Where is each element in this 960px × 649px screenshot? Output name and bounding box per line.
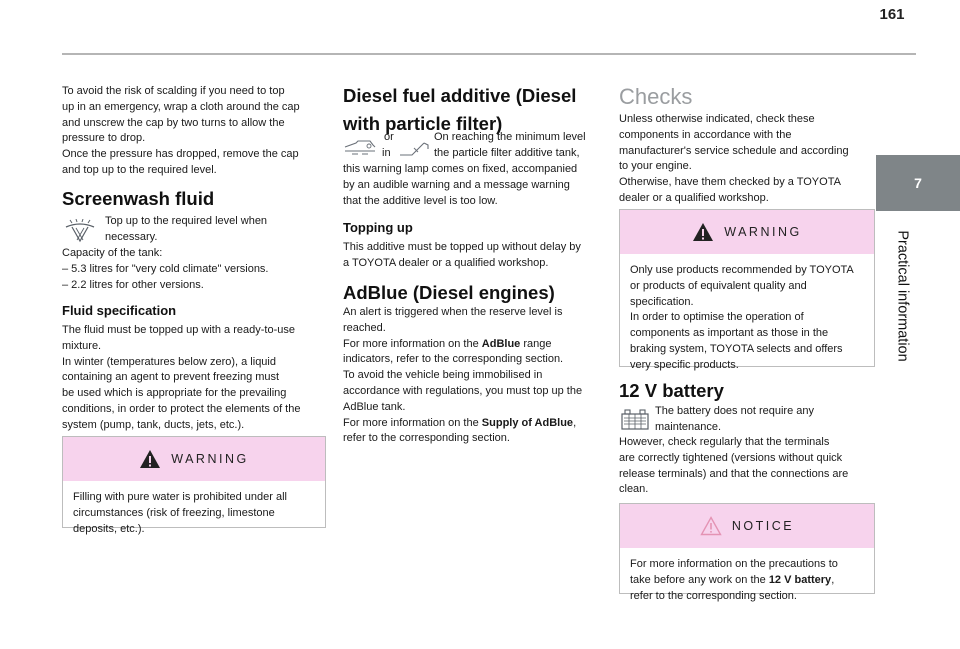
text-line: braking system, TOYOTA selects and offers xyxy=(630,342,843,355)
text-line: pressure to drop. xyxy=(62,132,146,145)
screenwash-intro xyxy=(105,214,325,246)
header-divider xyxy=(62,53,916,55)
washer-fluid-icon xyxy=(63,219,97,243)
battery-bold: 12 V battery xyxy=(768,573,832,586)
text-line: release terminals) and that the connections are xyxy=(619,467,849,480)
fluid-spec-heading: Fluid specification xyxy=(62,303,177,318)
text-line: system (pump, tank, ducts, jets, etc.). xyxy=(62,418,245,431)
checks-heading: Checks xyxy=(619,84,693,109)
notice-text xyxy=(620,548,874,612)
notice-triangle-icon xyxy=(700,516,722,536)
supply-adblue-bold: Supply of AdBlue xyxy=(481,416,574,429)
topping-up-heading: Topping up xyxy=(343,220,413,235)
text-line: In order to optimise the operation of xyxy=(630,311,804,324)
text-span: , xyxy=(831,573,835,586)
checks-paragraph xyxy=(619,112,881,207)
text-line: and top up to the required level. xyxy=(62,163,217,176)
text-line: and unscrew the cap by two turns to allow the xyxy=(62,116,285,129)
text-line: Filling with pure water is prohibited under all xyxy=(73,491,287,503)
text-line: Capacity of the tank: xyxy=(62,247,163,259)
screenwash-heading: Screenwash fluid xyxy=(62,188,215,209)
warning-header xyxy=(620,210,874,254)
fluid-spec-paragraph xyxy=(62,323,326,434)
text-line: clean. xyxy=(619,483,649,496)
text-line: that the additive level is too low. xyxy=(343,194,498,207)
chapter-title-text: Practical information xyxy=(895,230,912,362)
battery-icon xyxy=(620,407,650,431)
in-text: in xyxy=(382,147,391,159)
text-line: – 2.2 litres for other versions. xyxy=(62,278,204,291)
text-span: , xyxy=(573,416,577,429)
chapter-number: 7 xyxy=(914,175,922,191)
text-line: maintenance. xyxy=(655,420,722,433)
adblue-heading: AdBlue (Diesel engines) xyxy=(343,282,555,303)
warning-box xyxy=(619,209,875,371)
text-line: mixture. xyxy=(62,339,102,352)
page-number: 161 xyxy=(879,6,905,23)
text-line: This additive must be topped up without delay by xyxy=(343,241,581,253)
text-line: or products of equivalent quality and xyxy=(630,279,807,292)
text-line: accordance with regulations, you must top up the xyxy=(343,384,583,397)
text-line: to your engine. xyxy=(619,160,692,173)
intro-paragraph xyxy=(62,84,324,179)
text-span: range xyxy=(520,337,552,350)
text-line: the particle filter additive tank, xyxy=(434,146,580,159)
text-line: are correctly tightened (versions without quick xyxy=(619,451,843,464)
text-line: components as important as those in the xyxy=(630,327,829,340)
adblue-paragraph xyxy=(343,305,607,447)
text-line: The fluid must be topped up with a ready-to-use xyxy=(62,324,295,336)
text-line: containing an agent to prevent freezing must xyxy=(62,371,280,384)
warning-text xyxy=(63,481,325,545)
text-span: For more information on the xyxy=(343,337,482,350)
diesel-side-text xyxy=(434,130,606,162)
text-line: AdBlue tank. xyxy=(343,400,406,413)
tank-capacity xyxy=(62,246,324,293)
fuel-additive-warning-lamp-icon xyxy=(344,137,376,157)
text-line: circumstances (risk of freezing, limestone xyxy=(73,506,275,519)
diesel-additive-paragraph xyxy=(343,162,605,209)
text-line: In winter (temperatures below zero), a liquid xyxy=(62,355,276,368)
text-line: Unless otherwise indicated, check these xyxy=(619,113,815,125)
text-line: reached. xyxy=(343,321,386,334)
diesel-additive-heading xyxy=(343,84,605,136)
warning-label: WARNING xyxy=(171,452,249,466)
text-line: refer to the corresponding section. xyxy=(630,589,797,602)
warning-text xyxy=(620,254,874,382)
text-line: However, check regularly that the terminals xyxy=(619,436,830,448)
text-line: conditions, in order to protect the elements of the xyxy=(62,402,301,415)
chapter-title xyxy=(876,216,930,376)
adblue-bold: AdBlue xyxy=(481,337,521,350)
text-line: Once the pressure has dropped, remove the cap xyxy=(62,148,299,161)
text-line: On reaching the minimum level xyxy=(434,131,586,143)
text-line: by an audible warning and a message warning xyxy=(343,178,570,191)
text-line xyxy=(630,573,864,589)
warning-box xyxy=(62,436,326,535)
text-line: specification. xyxy=(630,295,694,308)
text-line: To avoid the risk of scalding if you need to top xyxy=(62,85,285,97)
text-line: refer to the corresponding section. xyxy=(343,432,510,445)
notice-label: NOTICE xyxy=(731,519,795,533)
text-line: this warning lamp comes on fixed, accompanied xyxy=(343,163,578,175)
fuel-additive-warning-lamp-small-icon xyxy=(398,139,430,159)
warning-label: WARNING xyxy=(724,225,802,239)
notice-header xyxy=(620,504,874,548)
text-line: be used which is appropriate for the prevailing xyxy=(62,387,287,400)
text-line: indicators, refer to the corresponding section. xyxy=(343,353,564,366)
text-line xyxy=(343,337,607,353)
text-line: To avoid the vehicle being immobilised in xyxy=(343,369,543,382)
battery-heading: 12 V battery xyxy=(619,380,724,401)
text-line: manufacturer's service schedule and according xyxy=(619,144,849,157)
heading-line: with particle filter) xyxy=(343,113,503,134)
warning-triangle-icon xyxy=(139,449,161,469)
text-line: necessary. xyxy=(105,230,158,243)
or-text: or xyxy=(384,131,394,143)
notice-box xyxy=(619,503,875,602)
text-line: up in an emergency, wrap a cloth around the cap xyxy=(62,100,300,113)
text-line: a TOYOTA dealer or a qualified workshop. xyxy=(343,256,549,269)
text-line: dealer or a qualified workshop. xyxy=(619,191,769,204)
text-line: very specific products. xyxy=(630,358,739,371)
warning-triangle-icon xyxy=(692,222,714,242)
text-line: Top up to the required level when xyxy=(105,215,268,227)
battery-intro xyxy=(655,404,881,436)
text-line: – 5.3 litres for "very cold climate" versions. xyxy=(62,262,269,275)
chapter-tab[interactable] xyxy=(876,155,960,211)
text-span: take before any work on the xyxy=(630,573,769,586)
text-line: components in accordance with the xyxy=(619,128,792,141)
text-line xyxy=(343,416,607,432)
heading-line: Diesel fuel additive (Diesel xyxy=(343,85,577,106)
text-line: Otherwise, have them checked by a TOYOTA xyxy=(619,176,841,189)
text-span: For more information on the xyxy=(343,416,482,429)
topping-up-paragraph xyxy=(343,240,607,272)
text-line: An alert is triggered when the reserve level is xyxy=(343,306,563,318)
text-line: deposits, etc.). xyxy=(73,522,145,535)
text-line: Only use products recommended by TOYOTA xyxy=(630,264,854,276)
text-line: The battery does not require any xyxy=(655,405,814,417)
battery-paragraph xyxy=(619,435,881,498)
text-line: For more information on the precautions to xyxy=(630,558,838,570)
warning-header xyxy=(63,437,325,481)
